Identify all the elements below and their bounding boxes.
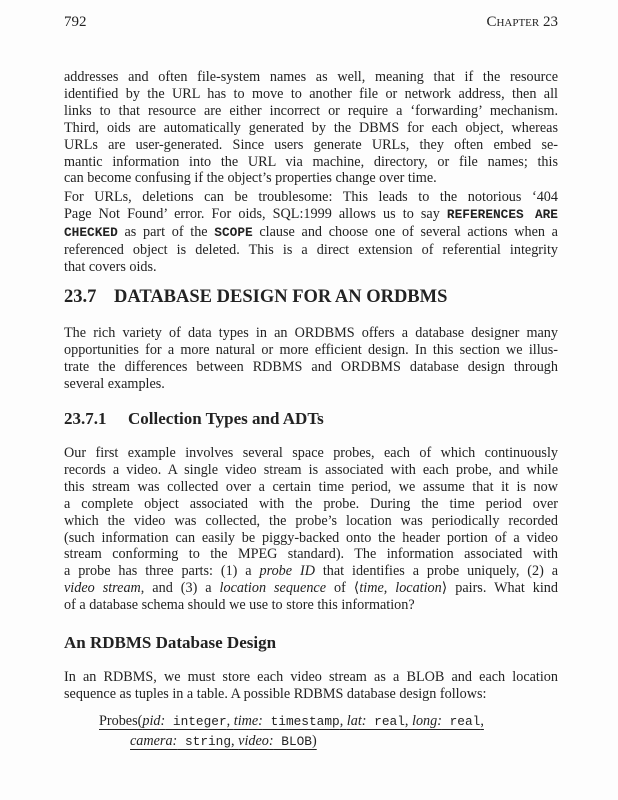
text-run: stream conforming to the MPEG standard). The information associated with	[64, 546, 558, 563]
text-run: Our first example involves several space probes, each of which continuously	[64, 445, 558, 461]
text-line	[64, 597, 558, 614]
code-text: CHECKED	[64, 224, 118, 240]
code-text: REFERENCES ARE	[446, 206, 558, 222]
text-line	[64, 86, 558, 103]
italic-text: lat:	[346, 713, 367, 729]
text-line	[64, 462, 558, 479]
text-run: Third, oids are automatically generated by the DBMS for each object, whereas	[64, 119, 558, 136]
text-line	[64, 445, 558, 462]
text-line	[64, 120, 558, 137]
text-run: addresses and often file-system names as well, meaning that if the resource	[64, 69, 558, 85]
text-line	[64, 359, 558, 376]
underlined-schema	[130, 733, 317, 749]
text-run: ,	[231, 733, 239, 749]
text-run: records a video. A single video stream is associated with each probe, and while	[64, 461, 558, 478]
text-run: Page Not Found’ error. For oids, SQL:1999 allows us to say	[64, 205, 447, 222]
code-text: string	[177, 734, 232, 749]
text-run: referenced object is deleted. This is a direct extension of referential integrity	[64, 241, 558, 258]
text-run: that covers oids.	[64, 258, 157, 275]
text-line	[64, 342, 558, 359]
text-run: )	[312, 733, 317, 749]
paragraph	[64, 669, 558, 703]
text-line	[64, 103, 558, 120]
text-run: Probes(	[99, 713, 143, 729]
section-heading	[64, 287, 447, 308]
italic-text: probe ID	[259, 563, 315, 580]
italic-text: time:	[233, 713, 263, 729]
code-text: integer	[165, 714, 227, 729]
text-run: mantic information into the URL via machine, directory, or file names; this	[64, 153, 558, 170]
text-run: of a database schema should we use to store this information?	[64, 597, 415, 614]
italic-text: time, location	[359, 580, 442, 597]
text-run: opportunities for a more natural or more efficient design. In this section we illus-	[64, 341, 558, 358]
italic-text: video stream	[64, 580, 141, 597]
text-run: as part of the	[117, 223, 215, 240]
paragraph	[64, 189, 558, 276]
text-line	[64, 189, 558, 206]
code-text: real	[441, 714, 481, 729]
paragraph	[64, 325, 558, 393]
text-run: , and (3) a	[140, 580, 220, 597]
text-line	[64, 669, 558, 686]
text-line	[64, 479, 558, 496]
text-run: can become confusing if the object’s properties change over time.	[64, 170, 437, 187]
text-line	[64, 170, 558, 187]
text-run: a probe has three parts: (1) a	[64, 563, 260, 580]
text-line	[64, 206, 558, 224]
text-line	[64, 154, 558, 171]
text-run: identified by the URL has to move to another file or network address, then all	[64, 85, 558, 102]
text-line	[64, 563, 558, 580]
text-run: ,	[226, 713, 234, 729]
text-line	[64, 224, 558, 242]
text-line	[64, 530, 558, 547]
text-line	[64, 376, 558, 393]
code-text: BLOB	[273, 734, 312, 749]
text-run: For URLs, deletions can be troublesome: This leads to the notorious ‘404	[64, 189, 558, 205]
italic-text: video:	[238, 733, 274, 749]
subsection-heading	[64, 409, 324, 429]
text-run: this stream was collected over a certain time period, we assume that it is now	[64, 478, 558, 495]
code-text: timestamp	[262, 714, 340, 729]
text-run: sequence as tuples in a table. A possible RDBMS database design follows:	[64, 685, 487, 702]
text-line	[64, 242, 558, 259]
text-line	[64, 259, 558, 276]
text-run: URLs are user-generated. Since users generate URLs, they often embed se-	[64, 136, 558, 153]
paragraph	[64, 69, 558, 187]
text-line	[64, 686, 558, 703]
text-run: ,	[480, 713, 484, 729]
text-line	[64, 580, 558, 597]
text-run: that identifies a probe uniquely, (2) a	[314, 563, 558, 580]
text-line	[64, 69, 558, 86]
text-line	[64, 137, 558, 154]
section-number: 23.7	[64, 287, 97, 307]
page-number: 792	[64, 14, 87, 30]
text-run: (such information can easily be piggy-backed onto the header portion of a video	[64, 529, 558, 546]
code-text: SCOPE	[214, 224, 253, 240]
text-line	[64, 496, 558, 513]
text-run: clause and choose one of several actions when a	[252, 223, 558, 240]
schema-line-1	[99, 712, 484, 731]
italic-text: long:	[412, 713, 442, 729]
subsection-number: 23.7.1	[64, 409, 107, 428]
text-line	[64, 546, 558, 563]
text-run: which the video was collected, the probe’s location was periodically recorded	[64, 512, 558, 529]
subsection-title: Collection Types and ADTs	[128, 409, 324, 428]
text-run: of ⟨	[326, 580, 360, 597]
text-run: links to that resource are either incorrect or require a ‘forwarding’ mechanism.	[64, 102, 558, 119]
text-run: The rich variety of data types in an ORDBMS offers a database designer many	[64, 325, 558, 341]
schema-line-2	[130, 732, 317, 751]
text-run: several examples.	[64, 375, 165, 392]
italic-text: location sequence	[219, 580, 327, 597]
subsubsection-heading: An RDBMS Database Design	[64, 633, 277, 652]
italic-text: pid:	[142, 713, 166, 729]
paragraph	[64, 445, 558, 614]
text-run: In an RDBMS, we must store each video stream as a BLOB and each location	[64, 669, 558, 685]
text-run: a complete object associated with the probe. During the time period over	[64, 495, 558, 512]
italic-text: camera:	[130, 733, 178, 749]
running-head-chapter: Chapter 23	[486, 14, 558, 30]
text-run: ,	[339, 713, 347, 729]
text-run: ⟩ pairs. What kind	[441, 580, 558, 597]
section-title: DATABASE DESIGN FOR AN ORDBMS	[114, 287, 448, 307]
code-text: real	[366, 714, 405, 729]
text-line	[64, 513, 558, 530]
underlined-schema	[99, 713, 484, 729]
text-run: trate the differences between RDBMS and ORDBMS database design through	[64, 358, 558, 375]
text-run: ,	[404, 713, 412, 729]
text-line	[64, 325, 558, 342]
